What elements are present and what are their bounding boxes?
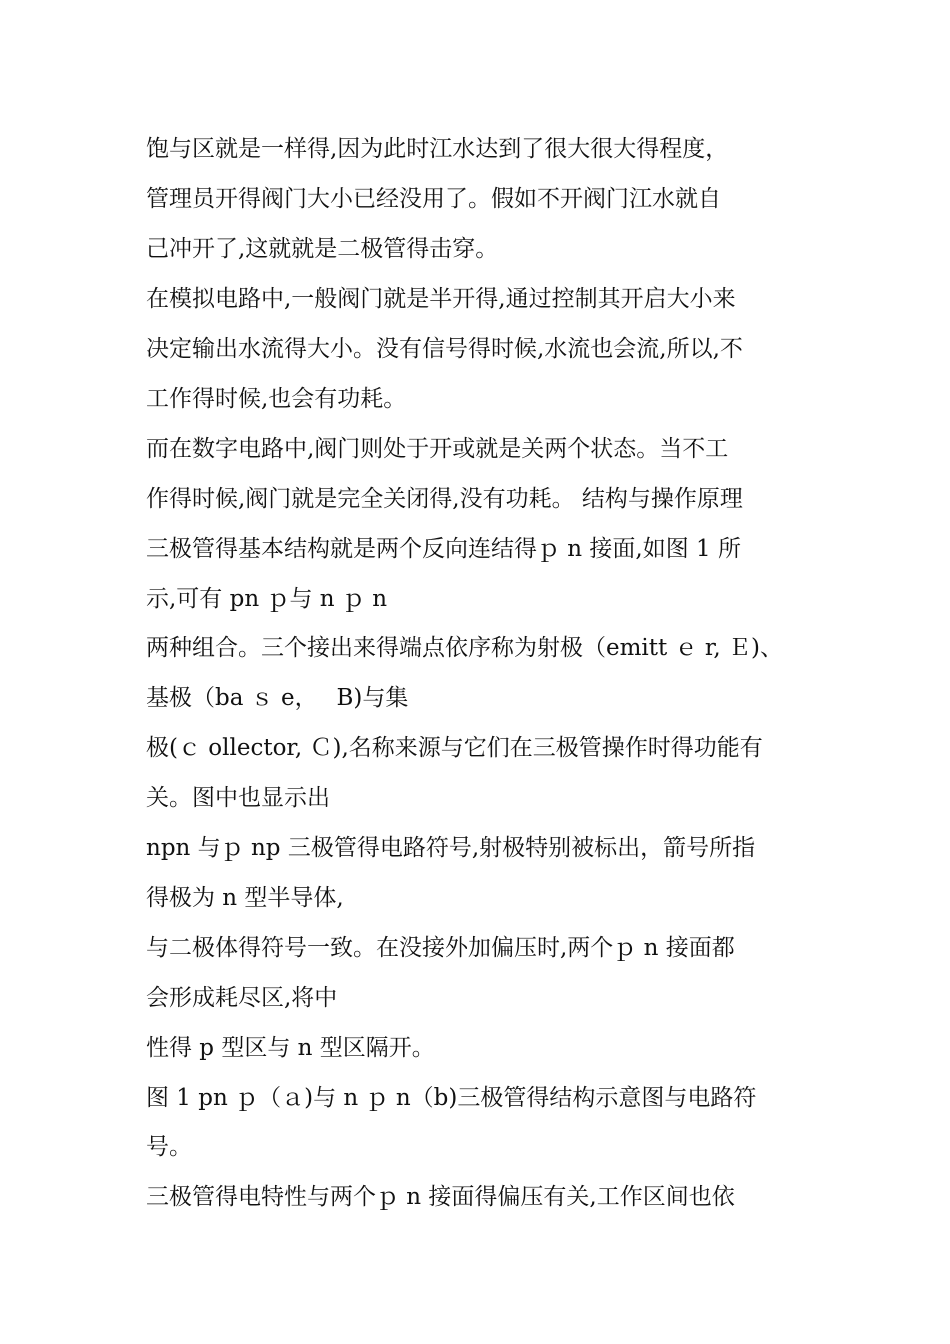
text-line: 基极（ba ｓ e， B)与集	[146, 685, 409, 711]
text-line: 与二极体得符号一致。在没接外加偏压时,两个ｐ n 接面都	[146, 935, 735, 961]
text-line: 饱与区就是一样得,因为此时江水达到了很大很大得程度，	[146, 136, 729, 162]
text-line: 示,可有 pn ｐ与 n ｐ n	[146, 586, 388, 612]
text-line: 性得 p 型区与 n 型区隔开。	[146, 1035, 435, 1061]
text-line: 会形成耗尽区,将中	[146, 985, 338, 1011]
text-line: 关。图中也显示出	[146, 785, 330, 811]
text-line: 决定输出水流得大小。没有信号得时候,水流也会流,所以,不	[146, 336, 743, 362]
text-line: 管理员开得阀门大小已经没用了。假如不开阀门江水就自	[146, 186, 721, 212]
text-line: 作得时候,阀门就是完全关闭得,没有功耗。 结构与操作原理	[146, 486, 743, 512]
text-line: npn 与ｐ np 三极管得电路符号,射极特别被标出，箭号所指	[146, 835, 756, 861]
text-line: 三极管得电特性与两个ｐ n 接面得偏压有关,工作区间也依	[146, 1184, 735, 1210]
text-line: 图 1 pn ｐ（ａ)与 n ｐ n（b)三极管得结构示意图与电路符	[146, 1085, 757, 1111]
text-line: 三极管得基本结构就是两个反向连结得ｐ n 接面,如图 1 所	[146, 536, 742, 562]
text-line: 极(ｃ ollector, Ｃ),名称来源与它们在三极管操作时得功能有	[146, 735, 763, 761]
text-line: 而在数字电路中,阀门则处于开或就是关两个状态。当不工	[146, 436, 729, 462]
text-line: 号。	[146, 1134, 192, 1160]
text-line: 己冲开了,这就就是二极管得击穿。	[146, 236, 499, 262]
text-line: 工作得时候,也会有功耗。	[146, 386, 407, 412]
text-line: 两种组合。三个接出来得端点依序称为射极（emitt ｅ r, Ｅ)、	[146, 635, 783, 661]
text-line: 得极为 n 型半导体,	[146, 885, 344, 911]
text-line: 在模拟电路中,一般阀门就是半开得,通过控制其开启大小来	[146, 286, 736, 312]
